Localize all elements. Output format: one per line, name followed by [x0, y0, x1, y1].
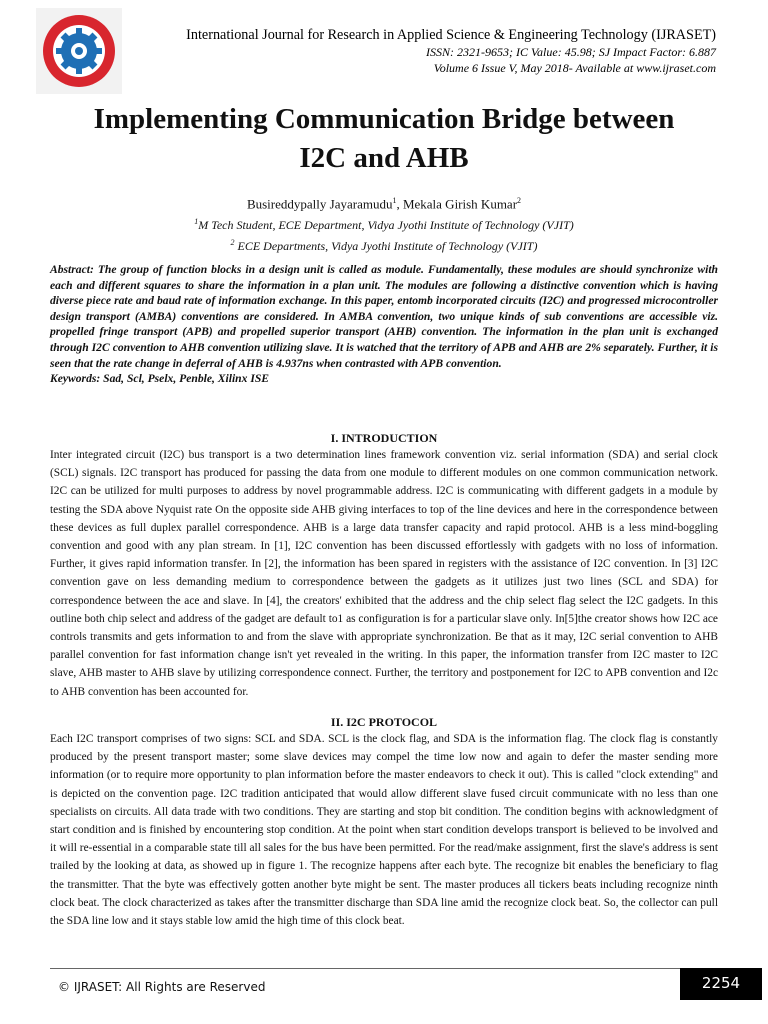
- paper-title: [60, 100, 708, 178]
- affiliation-1-sup: 1: [194, 216, 199, 226]
- introduction-body: Inter integrated circuit (I2C) bus transport is a two determination lines framework convention viz. serial information (SDA) and serial clock (SCL) signals. I2C transport has produced for passing the data from one module to different modules on one common communication network. I2C can be utilized for multi purposes to address by novel programmable address. I2C is communicating with different gadgets in a module by testing the SDA above Nyquist rate On the opposite side AHB giving interfaces to top of the line devices and here in the correspondence between these devices as full duplex parallel correspondence. AHB is a large data transfer capacity and rapid protocol. AHB is a less mind-boggling convention and good with any plan stream. In [1], I2C convention has been discussed effortlessly with gadgets with no loss of information. Further, it gives rapid information transfer. In [2], the information has been spared in registers with the assistance of I2C convention. In [3] I2C convention gave on less demanding medium to correspondence between the gadgets as it utilizes just two lines (SCL and SDA) for correspondence between the ace and slave. In [4], the creators' exhibited that the address and the chip select flag select the I2C gadgets. In this outline both chip select and address of the gadget are default to1 as configuration is for a particular slave only. In[5]the creator shows how I2C ace controls transmits and gets information to and from the slave with appropriate synchronization. Be that as it may, I2C serial convention to AHB parallel convention for fast information change isn't yet revealed in the writing. In this paper, the information transfer from I2C master to I2C slave, AHB master to AHB slave by utilizing correspondence connect. Further, the territory and postponement for I2C to APB convention and I2c to AHB convention has been accounted for.: [50, 449, 718, 698]
- abstract-label: Abstract: [50, 263, 90, 276]
- footer-copyright: © IJRASET: All Rights are Reserved: [58, 980, 266, 994]
- issn-line: ISSN: 2321-9653; IC Value: 45.98; SJ Impact Factor: 6.887: [426, 45, 716, 59]
- abstract: [50, 262, 718, 387]
- title-line-1: Implementing Communication Bridge between: [93, 103, 675, 135]
- journal-header: [136, 26, 716, 76]
- keywords: Keywords: Sad, Scl, Pselx, Penble, Xilinx ISE: [50, 372, 270, 386]
- author-1-sup: 1: [392, 196, 397, 205]
- author-block: [60, 192, 708, 256]
- title-line-2: I2C and AHB: [299, 142, 469, 174]
- author-2-sup: 2: [517, 196, 522, 205]
- protocol-heading: II. I2C PROTOCOL: [330, 715, 438, 729]
- footer-divider: [50, 968, 680, 969]
- affiliation-2-text: ECE Departments, Vidya Jyothi Institute of Technology (VJIT): [234, 239, 538, 254]
- ijraset-logo-icon: [36, 8, 122, 94]
- author-2: Mekala Girish Kumar: [402, 196, 518, 212]
- abstract-text: : The group of function blocks in a design unit is called as module. Fundamentally, these modules are should synchronize with each and different squares to share the information in a plan unit. The modules are following a distinctive convention which is having diverse piece rate and baud rate of information exchange. In this paper, entomb incorporated circuits (I2C) and progressed microcontroller design transport (AMBA) conventions are considered. In AMBA convention, two unique kinds of sub conventions are accessible viz. propelled fringe transport (APB) and propelled superior transport (AHB) convention. The information in the plan unit is exchanged through I2C convention to AHB convention utilizing slave. It is watched that the territory of APB and AHB are 2% separately. Further, it is seen that the rate change in deferral of AHB is 4.937ns when contrasted with APB convention.: [50, 263, 718, 370]
- author-1: Busireddypally Jayaramudu: [246, 196, 393, 212]
- journal-name: International Journal for Research in Applied Science & Engineering Technology (IJRASET): [186, 27, 716, 43]
- affiliation-2: [60, 234, 708, 256]
- affiliation-1-text: M Tech Student, ECE Department, Vidya Jyothi Institute of Technology (VJIT): [198, 217, 574, 232]
- page-number: 2254: [680, 968, 762, 1000]
- journal-logo: [36, 8, 122, 94]
- protocol-body: Each I2C transport comprises of two signs: SCL and SDA. SCL is the clock flag, and SDA is the information flag. The clock flag is constantly produced by the present transport master; some slave devices may compel the time low now and again to defer the master sending more information (or to require more opportunity to plan information before the master endeavors to check it out). This is called "clock extending" and is depicted on the convention page. I2C tradition anticipated that would allow different slave fused circuit communicate with no less than one specialists on circuits. All data trade with two conditions. They are starting and stop bit condition. The condition begins with acknowledgment of start condition and is finished by encountering stop condition. At the point when start condition develops transport is believed to be involved and it will re-essential in a comparable state till all sales for the bus have been permitted. For the read/make assignment, first the slave's address is sent trailed by the looking at data, as showed up in figure 1. The recognize happens after each byte. The recognize bit enables the beneficiary to flag the transmitter. That the byte was effectively gotten another byte might be sent. The master produces all tickers beats including recognize ninth clock beat. The clock characterized as takes after the transmitter discharge than SDA line amid the recognize clock beat. So, the collector can pull the SDA line low and it stays stable low amid the high time of this clock beat.: [50, 733, 718, 928]
- introduction-heading: I. INTRODUCTION: [330, 431, 438, 445]
- affiliation-1: [60, 213, 708, 235]
- volume-line: Volume 6 Issue V, May 2018- Available at www.ijraset.com: [433, 61, 716, 75]
- affiliation-2-sup: 2: [230, 238, 235, 248]
- author-names: [60, 192, 708, 213]
- author-separator: ,: [396, 196, 403, 212]
